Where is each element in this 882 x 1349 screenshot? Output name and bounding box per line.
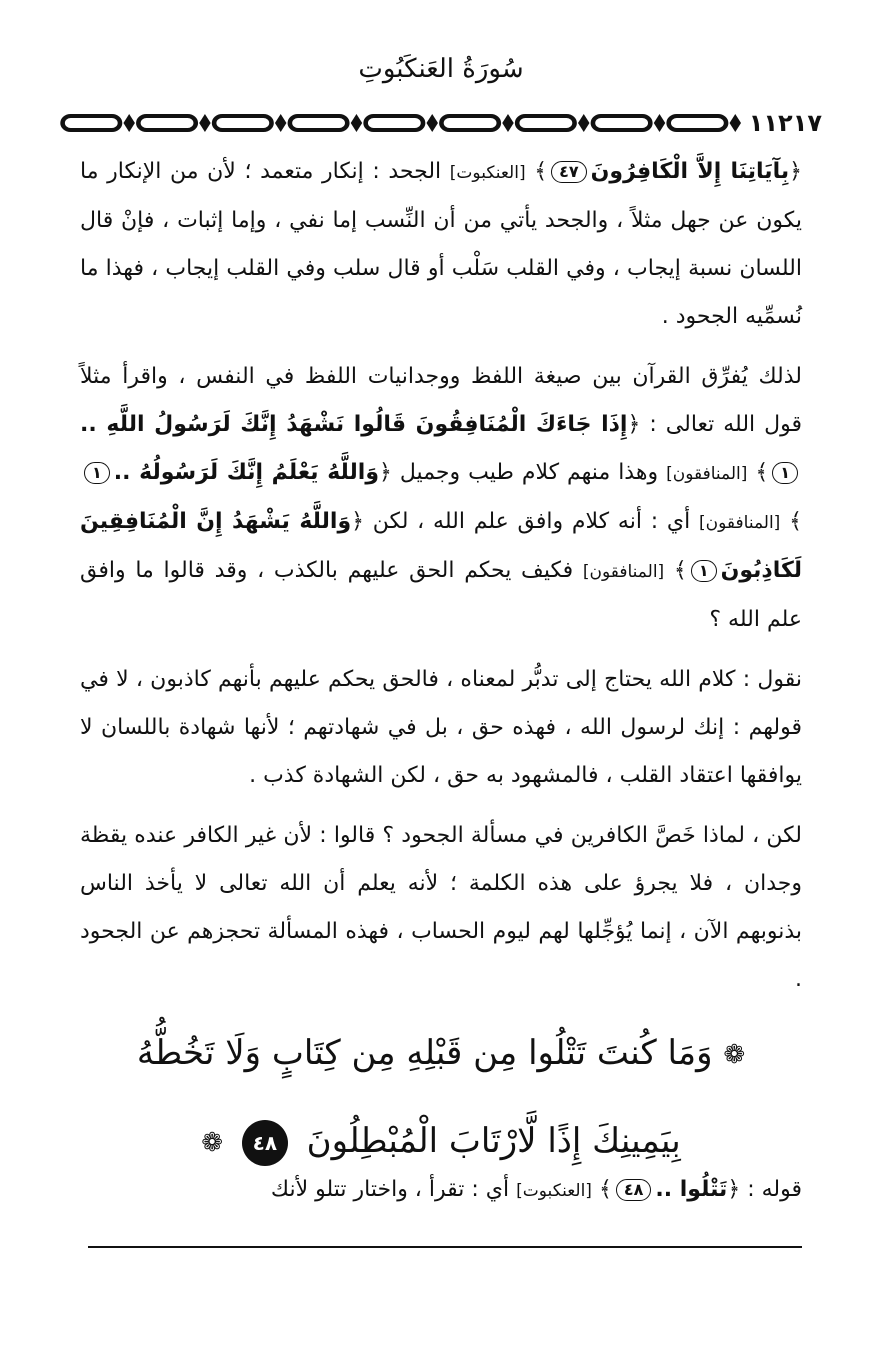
footer-rule (88, 1246, 802, 1248)
continuation-line: قوله : ﴿تَتْلُوا ..٤٨﴾ [العنكبوت] أي : تقرأ ، واختار تتلو لأنك (270, 1177, 802, 1202)
verse-close-ornament-icon: ❁ (201, 1128, 224, 1158)
paragraph-text: فكيف يحكم الحق عليهم بالكذب ، وقد قالوا ما وافق علم الله ؟ (80, 558, 802, 632)
paragraph-text: لذلك يُفرِّق القرآن بين صيغة اللفظ ووجدانيات اللفظ في النفس ، واقرأ مثلاً قول الله تعالى : (80, 364, 802, 437)
surah-reference: [المنافقون] (582, 562, 665, 582)
quran-quote: تَتْلُوا .. (655, 1177, 728, 1202)
quran-quote: وَاللَّهُ يَعْلَمُ إِنَّكَ لَرَسُولُهُ .. (113, 460, 380, 485)
ayah-number: ١ (772, 462, 798, 484)
continuation-lead: قوله : (747, 1177, 802, 1202)
quran-quote: وَاللَّهُ يَشْهَدُ إِنَّ الْمُنَافِقِينَ لَكَاذِبُونَ (80, 509, 803, 583)
paragraph-1: ﴿بِآيَاتِنَا إِلاَّ الْكَافِرُونَ٤٧﴾ [العنكبوت] الجحد : إنكار متعمد ؛ لأن من الإنكار ما يكون عن جهل مثلاً ، والجحد يأتي من أن النِّسب إما نفي ، وإما إثبات ، فإنْ قال اللسان نسبة إيجاب ، وفي القلب سَلْب أو قال سلب وفي القلب إيجاب ، فهذا ما نُسمِّيه الجحود . (80, 159, 802, 329)
quran-verse-block (90, 1010, 792, 1186)
paragraph-4 (80, 812, 802, 1004)
main-text (80, 148, 802, 1004)
quran-quote: بِآيَاتِنَا إِلاَّ الْكَافِرُونَ (590, 159, 790, 184)
ayah-number: ٤٨ (616, 1179, 652, 1201)
surah-reference: [العنكبوت] (449, 163, 526, 183)
ayah-number: ١ (84, 462, 110, 484)
chain-ornament-icon (58, 108, 747, 138)
quran-quote: إِذَا جَاءَكَ الْمُنَافِقُونَ قَالُوا نَشْهَدُ إِنَّكَ لَرَسُولُ اللَّهِ .. (80, 412, 628, 437)
verse-line-1 (90, 1010, 792, 1098)
continuation-text: أي : تقرأ ، واختار تتلو لأنك (270, 1177, 510, 1202)
surah-reference: [المنافقون] (699, 513, 781, 533)
paragraph-text: نقول : كلام الله يحتاج إلى تدبُّر لمعناه ، فالحق يحكم عليهم بأنهم كاذبون ، لا في قولهم : إنك لرسول الله ، فهذه حق ، بل في شهادتهم ؛ لأنها شهادة باللسان لا يوافقها اعتقاد القلب ، فالمشهود به حق ، لكن الشهادة كذب . (80, 667, 802, 788)
surah-title: سُورَةُ العَنكَبُوتِ (358, 54, 524, 84)
verse-text-line-1: وَمَا كُنتَ تَتْلُوا مِن قَبْلِهِ مِن كِتَابٍ وَلَا تَخُطُّهُ (136, 1033, 713, 1073)
header-ornament-row (58, 108, 824, 138)
page-number: ١١٢١٧ (748, 109, 822, 137)
paragraph-text: لكن ، لماذا خَصَّ الكافرين في مسألة الجحود ؟ قالوا : لأن غير الكافر عنده يقظة وجدان ، فلا يجرؤ على هذه الكلمة ؛ لأنه يعلم أن الله تعالى لا يأخذ الناس بذنوبهم الآن ، إنما يُؤجِّلها لهم ليوم الحساب ، فهذه المسألة تحجزهم عن الجحود . (80, 823, 802, 992)
ayah-number: ٤٧ (551, 161, 587, 183)
verse-open-ornament-icon: ❁ (723, 1040, 746, 1070)
paragraph-text: وهذا منهم كلام طيب وجميل (399, 460, 659, 485)
paragraph-text: أي : أنه كلام وافق علم الله ، لكن (372, 509, 691, 534)
verse-ayah-number: ٤٨ (242, 1120, 288, 1166)
paragraph-text: الجحد : إنكار متعمد ؛ لأن من الإنكار ما يكون عن جهل مثلاً ، والجحد يأتي من أن النِّسب إما نفي ، وإما إثبات ، فإنْ قال اللسان نسبة إيجاب ، وفي القلب سَلْب أو قال سلب وفي القلب إيجاب ، فهذا ما نُسمِّيه الجحود . (80, 159, 802, 329)
surah-reference: [العنكبوت] (516, 1181, 592, 1201)
paragraph-3 (80, 656, 802, 800)
verse-text-line-2: بِيَمِينِكَ إِذًا لَّارْتَابَ الْمُبْطِلُونَ (306, 1121, 681, 1161)
ayah-number: ١ (691, 560, 717, 582)
surah-reference: [المنافقون] (666, 464, 748, 484)
paragraph-2: لذلك يُفرِّق القرآن بين صيغة اللفظ ووجدانيات اللفظ في النفس ، واقرأ مثلاً قول الله تعالى : ﴿إِذَا جَاءَكَ الْمُنَافِقُونَ قَالُوا نَشْهَدُ إِنَّكَ لَرَسُولُ اللَّهِ ..١﴾ [المنافقون] وهذا منهم كلام طيب وجميل ﴿وَاللَّهُ يَعْلَمُ إِنَّكَ لَرَسُولُهُ ..١﴾ [المنافقون] أي : أنه كلام وافق علم الله ، لكن ﴿وَاللَّهُ يَشْهَدُ إِنَّ الْمُنَافِقِينَ لَكَاذِبُونَ١﴾ [المنافقون] فكيف يحكم الحق عليهم بالكذب ، وقد قالوا ما وافق علم الله ؟ (80, 364, 803, 632)
